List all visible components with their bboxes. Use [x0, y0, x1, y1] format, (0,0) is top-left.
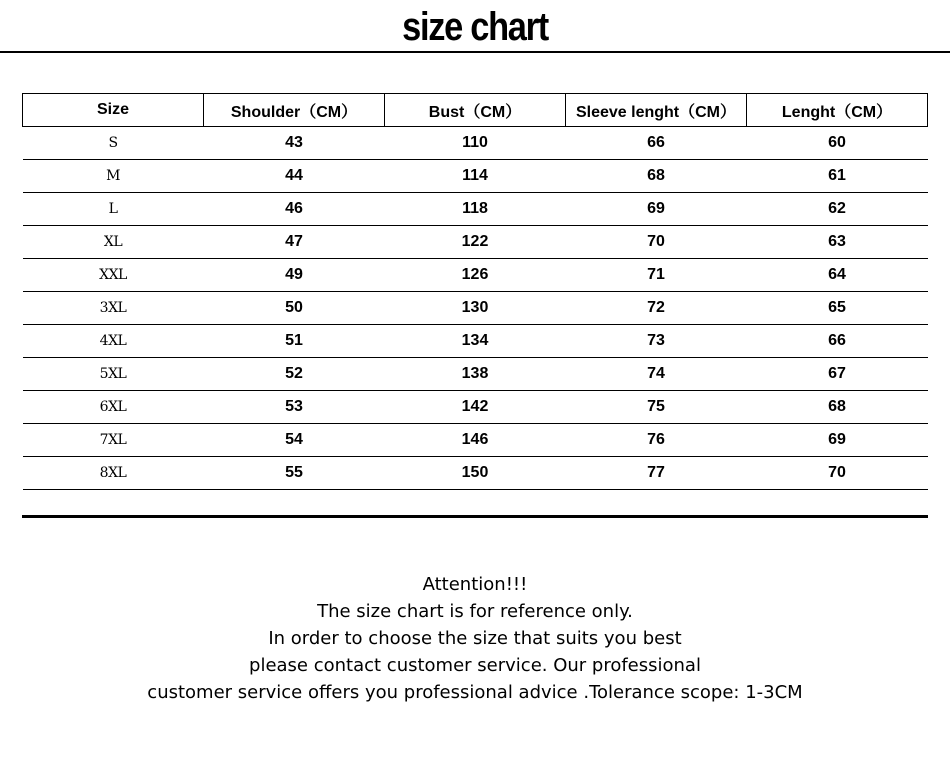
size-chart-table	[22, 93, 928, 490]
sleeve-length-cell: 74	[566, 358, 747, 391]
shoulder-cell: 47	[204, 226, 385, 259]
length-cell: 62	[747, 193, 928, 226]
bust-cell: 146	[385, 424, 566, 457]
sleeve-length-cell: 69	[566, 193, 747, 226]
notice-line: The size chart is for reference only.	[317, 601, 633, 622]
table-row	[23, 325, 928, 358]
shoulder-cell: 49	[204, 259, 385, 292]
length-cell: 68	[747, 391, 928, 424]
table-row	[23, 391, 928, 424]
page-title: size chart	[402, 5, 548, 49]
length-cell: 64	[747, 259, 928, 292]
bust-cell: 122	[385, 226, 566, 259]
bust-cell: 138	[385, 358, 566, 391]
sleeve-length-cell: 76	[566, 424, 747, 457]
column-header-length: Lenght（CM）	[747, 94, 928, 127]
size-cell: L	[23, 193, 204, 226]
length-cell: 69	[747, 424, 928, 457]
table-row	[23, 457, 928, 490]
table-row	[23, 193, 928, 226]
bust-cell: 150	[385, 457, 566, 490]
column-header-shoulder: Shoulder（CM）	[204, 94, 385, 127]
sleeve-length-cell: 75	[566, 391, 747, 424]
table-row	[23, 127, 928, 160]
size-cell: 4XL	[23, 325, 204, 358]
size-cell: 3XL	[23, 292, 204, 325]
sleeve-length-cell: 66	[566, 127, 747, 160]
shoulder-cell: 46	[204, 193, 385, 226]
shoulder-cell: 55	[204, 457, 385, 490]
size-cell: 6XL	[23, 391, 204, 424]
table-row	[23, 358, 928, 391]
table-row	[23, 424, 928, 457]
table-row	[23, 160, 928, 193]
size-cell: XL	[23, 226, 204, 259]
bust-cell: 110	[385, 127, 566, 160]
size-cell: S	[23, 127, 204, 160]
bust-cell: 134	[385, 325, 566, 358]
shoulder-cell: 53	[204, 391, 385, 424]
notice-text-block	[0, 571, 950, 706]
sleeve-length-cell: 72	[566, 292, 747, 325]
length-cell: 60	[747, 127, 928, 160]
length-cell: 61	[747, 160, 928, 193]
size-cell: 8XL	[23, 457, 204, 490]
sleeve-length-cell: 73	[566, 325, 747, 358]
table-row	[23, 292, 928, 325]
length-cell: 66	[747, 325, 928, 358]
column-header-size: Size	[23, 94, 204, 127]
notice-line: In order to choose the size that suits you best	[268, 628, 682, 649]
bust-cell: 118	[385, 193, 566, 226]
shoulder-cell: 51	[204, 325, 385, 358]
size-cell: XXL	[23, 259, 204, 292]
sleeve-length-cell: 77	[566, 457, 747, 490]
table-row	[23, 259, 928, 292]
sleeve-length-cell: 71	[566, 259, 747, 292]
bust-cell: 130	[385, 292, 566, 325]
size-cell: M	[23, 160, 204, 193]
bust-cell: 126	[385, 259, 566, 292]
notice-heading: Attention!!!	[422, 574, 528, 595]
length-cell: 63	[747, 226, 928, 259]
shoulder-cell: 43	[204, 127, 385, 160]
column-header-bust: Bust（CM）	[385, 94, 566, 127]
table-row	[23, 226, 928, 259]
section-divider	[22, 515, 928, 518]
shoulder-cell: 50	[204, 292, 385, 325]
shoulder-cell: 44	[204, 160, 385, 193]
title-divider	[0, 51, 950, 53]
notice-line: customer service offers you professional advice .Tolerance scope: 1-3CM	[147, 682, 803, 703]
sleeve-length-cell: 68	[566, 160, 747, 193]
length-cell: 70	[747, 457, 928, 490]
table-header-row	[23, 94, 928, 127]
bust-cell: 142	[385, 391, 566, 424]
notice-line: please contact customer service. Our professional	[249, 655, 701, 676]
shoulder-cell: 52	[204, 358, 385, 391]
length-cell: 65	[747, 292, 928, 325]
table-body	[23, 127, 928, 490]
shoulder-cell: 54	[204, 424, 385, 457]
size-cell: 5XL	[23, 358, 204, 391]
bust-cell: 114	[385, 160, 566, 193]
length-cell: 67	[747, 358, 928, 391]
size-cell: 7XL	[23, 424, 204, 457]
sleeve-length-cell: 70	[566, 226, 747, 259]
column-header-sleeve-length: Sleeve lenght（CM）	[566, 94, 747, 127]
